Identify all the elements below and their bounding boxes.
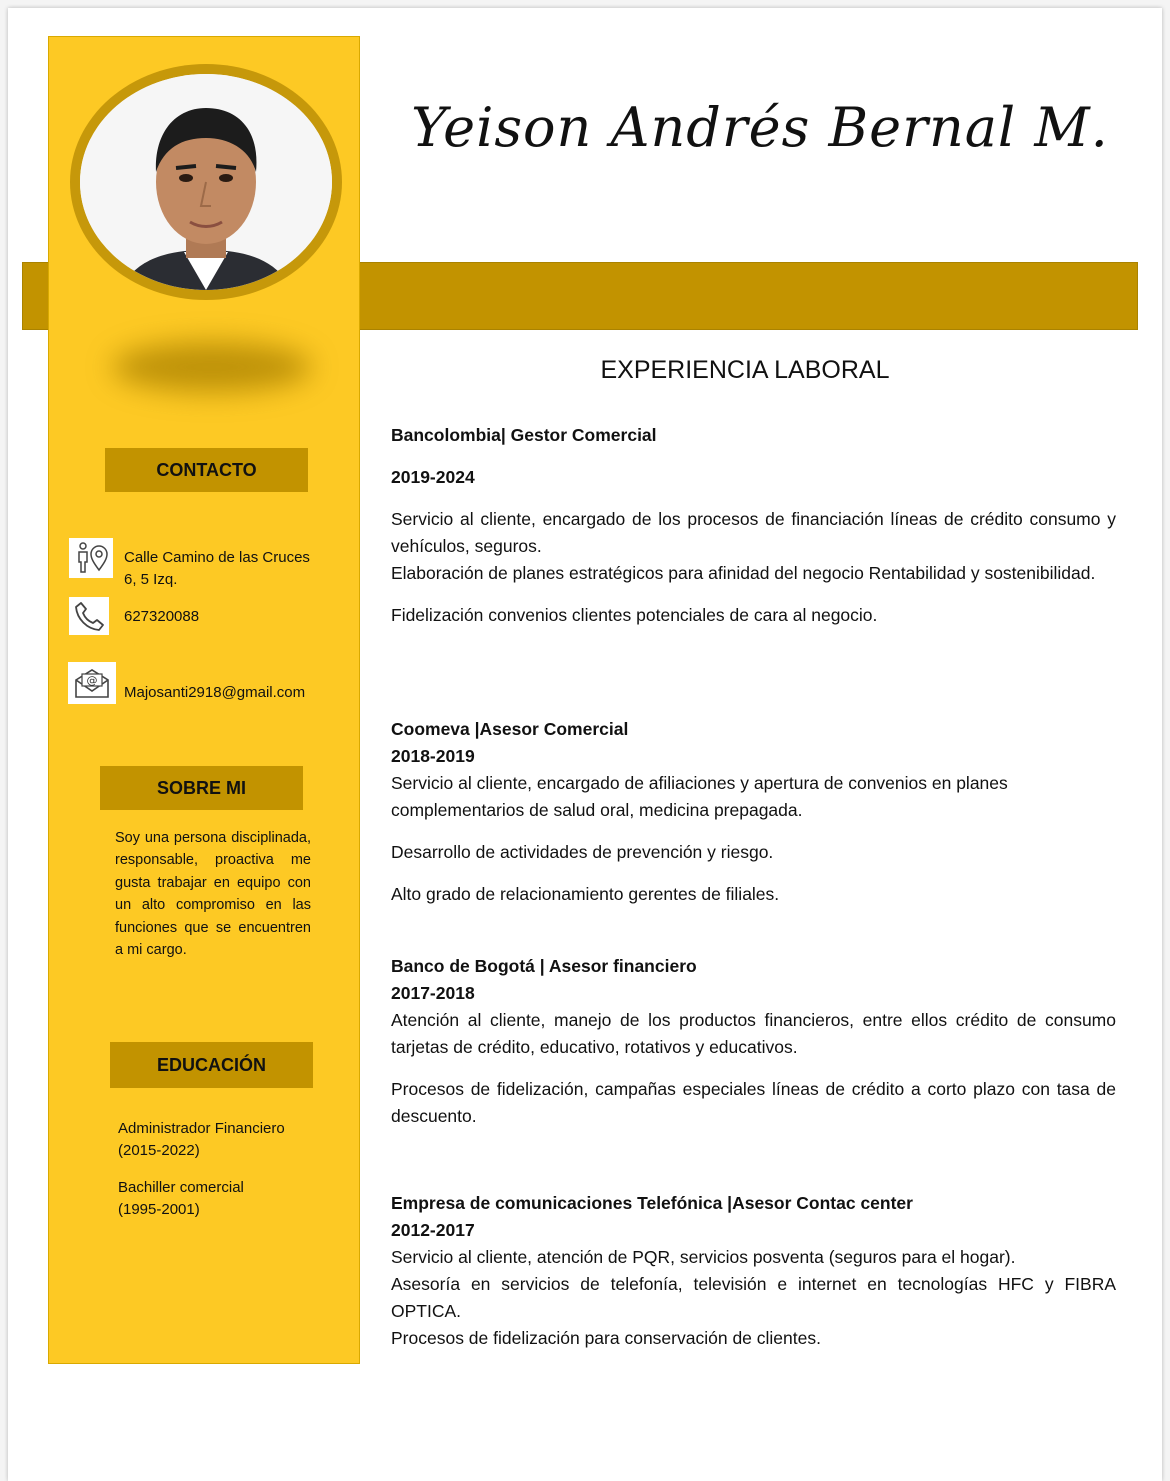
job-years: 2012-2017 (391, 1220, 475, 1240)
job-description: Elaboración de planes estratégicos para afinidad del negocio Rentabilidad y sostenibilidad. (391, 563, 1096, 583)
education-item (118, 1118, 285, 1162)
education-item (118, 1177, 244, 1221)
job-entry (391, 953, 1116, 1130)
address-line-1: Calle Camino de las Cruces (124, 549, 310, 566)
decorative-shadow (112, 342, 312, 392)
job-description: Atención al cliente, manejo de los productos financieros, entre ellos crédito de consumo tarjetas de crédito, educativo, rotativos y educativos. (391, 1010, 1116, 1057)
job-description: Servicio al cliente, encargado de afiliaciones y apertura de convenios en planes complementarios de salud oral, medicina prepagada. (391, 773, 1008, 820)
job-title: Empresa de comunicaciones Telefónica |Asesor Contac center (391, 1193, 913, 1213)
job-years: 2018-2019 (391, 746, 475, 766)
job-entry (391, 422, 1116, 629)
education-heading: EDUCACIÓN (110, 1042, 313, 1088)
job-years: 2019-2024 (391, 467, 475, 487)
job-entry (391, 1190, 1116, 1352)
job-title: Coomeva |Asesor Comercial (391, 719, 629, 739)
contact-email: Majosanti2918@gmail.com (124, 684, 306, 701)
email-icon (68, 662, 116, 704)
education-years: (2015-2022) (118, 1142, 200, 1159)
address-line-2: 6, 5 Izq. (124, 571, 178, 588)
job-description: Procesos de fidelización para conservación de clientes. (391, 1328, 821, 1348)
phone-icon (69, 597, 109, 635)
job-description: Desarrollo de actividades de prevención y riesgo. (391, 842, 774, 862)
job-description: Servicio al cliente, encargado de los procesos de financiación líneas de crédito consumo y vehículos, seguros. (391, 509, 1116, 556)
job-description: Procesos de fidelización, campañas especiales líneas de crédito a corto plazo con tasa de descuento. (391, 1079, 1116, 1126)
job-description: Alto grado de relacionamiento gerentes de filiales. (391, 884, 780, 904)
job-description: Servicio al cliente, atención de PQR, servicios posventa (seguros para el hogar). (391, 1247, 1016, 1267)
contact-phone: 627320088 (124, 608, 200, 625)
contact-address (124, 547, 324, 591)
svg-text:@: @ (86, 674, 98, 687)
education-years: (1995-2001) (118, 1201, 200, 1218)
profile-photo (70, 64, 342, 300)
profile-portrait-illustration (80, 74, 332, 290)
job-description: Asesoría en servicios de telefonía, televisión e internet en tecnologías HFC y FIBRA OPTICA. (391, 1274, 1116, 1321)
job-title: Bancolombia| Gestor Comercial (391, 425, 657, 445)
job-entry (391, 716, 1116, 908)
job-description: Fidelización convenios clientes potenciales de cara al negocio. (391, 605, 878, 625)
person-name: Yeison Andrés Bernal M. (411, 96, 1109, 159)
location-person-icon (69, 538, 113, 578)
about-heading: SOBRE MI (100, 766, 303, 810)
job-years: 2017-2018 (391, 983, 475, 1003)
education-title: Administrador Financiero (118, 1120, 285, 1137)
education-title: Bachiller comercial (118, 1179, 244, 1196)
about-text: Soy una persona disciplinada, responsable, proactiva me gusta trabajar en equipo con un alto compromiso en las funciones que se encuentren a mi cargo. (115, 830, 311, 959)
job-title: Banco de Bogotá | Asesor financiero (391, 956, 697, 976)
experience-title: EXPERIENCIA LABORAL (600, 356, 890, 384)
contact-heading: CONTACTO (105, 448, 308, 492)
